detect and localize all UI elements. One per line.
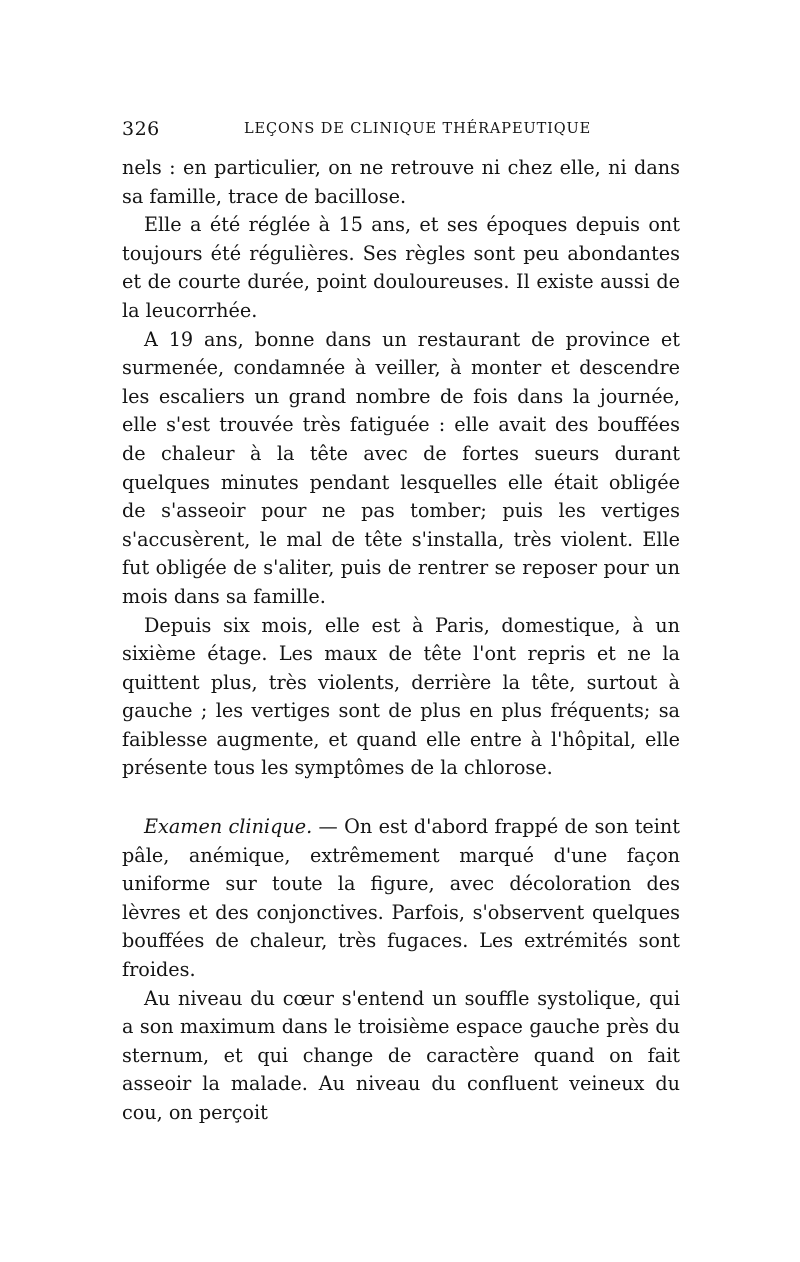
page-number: 326 [122,118,160,140]
paragraph-heart-findings: Au niveau du cœur s'entend un souffle systolique, qui a son maximum dans le troisième espace gauche près du sternum, et qui change de caractère quand on fait asseoir la malade. Au niveau du confluent veineux du cou, on perçoit [122,986,680,1124]
running-title: LEÇONS DE CLINIQUE THÉRAPEUTIQUE [244,121,592,137]
running-header [122,118,680,144]
paragraph-age-19-history: A 19 ans, bonne dans un restaurant de province et surmenée, condamnée à veiller, à monter et descendre les escaliers un grand nombre de fois dans la journée, elle s'est trouvée très fatiguée : elle avait des bouffées de chaleur à la tête avec de fortes sueurs durant quelques minutes pendant lesquelles elle était obligée de s'asseoir pour ne pas tomber; puis les vertiges s'accusèrent, le mal de tête s'installa, très violent. Elle fut obligée de s'aliter, puis de rentrer se reposer pour un mois dans sa famille. [122,327,680,608]
paragraph-menstruation: Elle a été réglée à 15 ans, et ses époques depuis ont toujours été régulières. Ses règles sont peu abondantes et de courte durée, point douloureuses. Il existe aussi de la leucorrhée. [122,213,680,322]
section-gap [122,783,680,813]
paragraph-clinical-exam [122,813,680,985]
section-heading-clinical-exam: Examen clinique. [144,815,313,839]
clinical-exam-text: — On est d'abord frappé de son teint pâle, anémique, extrêmement marqué d'une façon uniforme sur toute la figure, avec décoloration des lèvres et des conjonctives. Parfois, s'observent quelques bouffées de chaleur, très fugaces. Les extrémités sont froides. [122,815,680,982]
paragraph-paris-history: Depuis six mois, elle est à Paris, domestique, à un sixième étage. Les maux de tête l'ont repris et ne la quittent plus, très violents, derrière la tête, surtout à gauche ; les vertiges sont de plus en plus fréquents; sa faiblesse augmente, et quand elle entre à l'hôpital, elle présente tous les symptômes de la chlorose. [122,613,680,780]
paragraph-family-history: nels : en particulier, on ne retrouve ni chez elle, ni dans sa famille, trace de bacillose. [122,156,680,208]
book-page [122,118,680,1128]
